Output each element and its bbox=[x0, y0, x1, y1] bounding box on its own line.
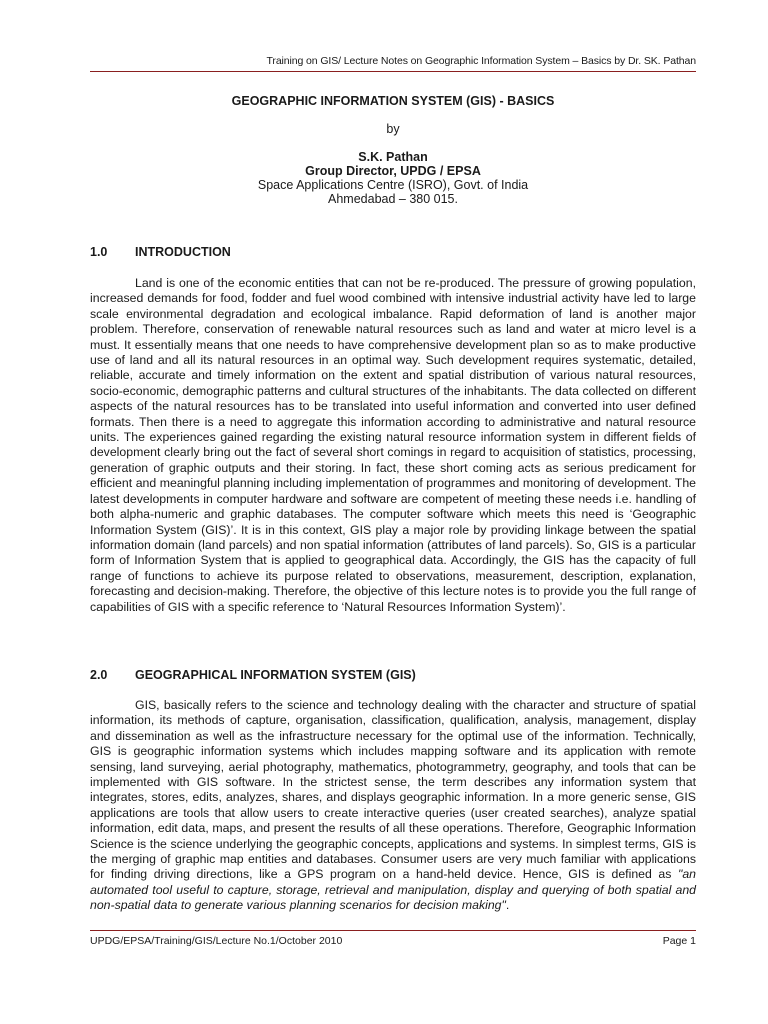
author-name: S.K. Pathan bbox=[358, 150, 428, 164]
affiliation-line-2: Ahmedabad – 380 015. bbox=[328, 192, 458, 206]
gis-paragraph-text: GIS, basically refers to the science and technology dealing with the character and structure of spatial information, its methods of capture, organisation, classification, qualification, analysis, management, display and dissemination as well as the infrastructure necessary for the optimal use of the information. Technically, GIS is geographic information systems which includes mapping software and its application with remote sensing, land surveying, aerial photography, mathematics, photogrammetry, geography, and tools that can be implemented with GIS software. In the strictest sense, the term describes any information system that integrates, stores, edits, analyzes, shares, and displays geographic information. In a more generic sense, GIS applications are tools that allow users to create interactive queries (user created searches), analyze spatial information, edit data, maps, and present the results of all these operations. Therefore, Geographic Information Science is the science underlying the geographic concepts, applications and systems. In simplest terms, GIS is the merging of graphic map entities and databases. Consumer users are very much familiar with applications for finding driving directions, like a GPS program on a hand-held device. Hence, GIS is defined as bbox=[90, 698, 696, 882]
section-heading-introduction bbox=[90, 245, 696, 259]
section-number: 1.0 bbox=[90, 245, 108, 259]
author-role: Group Director, UPDG / EPSA bbox=[305, 164, 481, 178]
gis-paragraph-end: . bbox=[505, 898, 510, 913]
section-title: INTRODUCTION bbox=[135, 245, 231, 259]
by-line: by bbox=[386, 122, 400, 136]
section-heading-gis bbox=[90, 668, 696, 682]
section-number: 2.0 bbox=[90, 668, 108, 682]
footer-rule bbox=[90, 930, 696, 931]
section-title: GEOGRAPHICAL INFORMATION SYSTEM (GIS) bbox=[135, 668, 416, 682]
gis-paragraph bbox=[90, 698, 696, 914]
title-block bbox=[90, 94, 696, 206]
footer-reference: UPDG/EPSA/Training/GIS/Lecture No.1/October 2010 bbox=[90, 935, 343, 947]
introduction-paragraph: Land is one of the economic entities that can not be re-produced. The pressure of growing population, increased demands for food, fodder and fuel wood combined with intensive industrial activity have led to large scale environmental degradation and ecological imbalance. Rapid deformation of land is another major problem. Therefore, conservation of renewable natural resources such as land and water at micro level is a must. It essentially means that one needs to have comprehensive development plan so as to make productive use of land and all its natural resources in an optimal way. Such development requires systematic, detailed, reliable, accurate and timely information on the extent and spatial distribution of various natural resources, socio-economic, demographic patterns and cultural structures of the inhabitants. The data collected on different aspects of the natural resources has to be translated into useful information and converted into user defined formats. Then there is a need to aggregate this information according to administrative and natural resource units. The experiences gained regarding the existing natural resource information system in different fields of development clearly bring out the fact of several short comings in regard to acquisition of statistics, processing, generation of graphic outputs and their storing. In fact, these short coming acts as serious predicament for efficient and meaningful planning including implementation of programmes and monitoring of development. The latest developments in computer hardware and software are competent of meeting these needs i.e. handling of both alpha-numeric and graphic databases. The computer software which meets this need is ‘Geographic Information System (GIS)’. It is in this context, GIS play a major role by providing linkage between the spatial information domain (land parcels) and non spatial information (attributes of land parcels). So, GIS is a particular form of Information System that is applied to geographical data. Accordingly, the GIS has the capacity of full range of functions to achieve its purpose related to observations, measurement, description, explanation, forecasting and decision-making. Therefore, the objective of this lecture notes is to provide you the full range of capabilities of GIS with a specific reference to ‘Natural Resources Information System)’. bbox=[90, 276, 696, 614]
affiliation-line-1: Space Applications Centre (ISRO), Govt. of India bbox=[257, 178, 529, 192]
page-number: Page 1 bbox=[662, 935, 696, 947]
document-title: GEOGRAPHIC INFORMATION SYSTEM (GIS) - BASICS bbox=[231, 94, 555, 108]
header-rule bbox=[90, 71, 696, 72]
gis-definition-quote: "an automated tool useful to capture, storage, retrieval and manipulation, display and querying of both spatial and non-spatial data to generate various planning scenarios for decision making" bbox=[90, 867, 696, 913]
running-header: Training on GIS/ Lecture Notes on Geographic Information System – Basics by Dr. SK. Pathan bbox=[266, 55, 696, 67]
